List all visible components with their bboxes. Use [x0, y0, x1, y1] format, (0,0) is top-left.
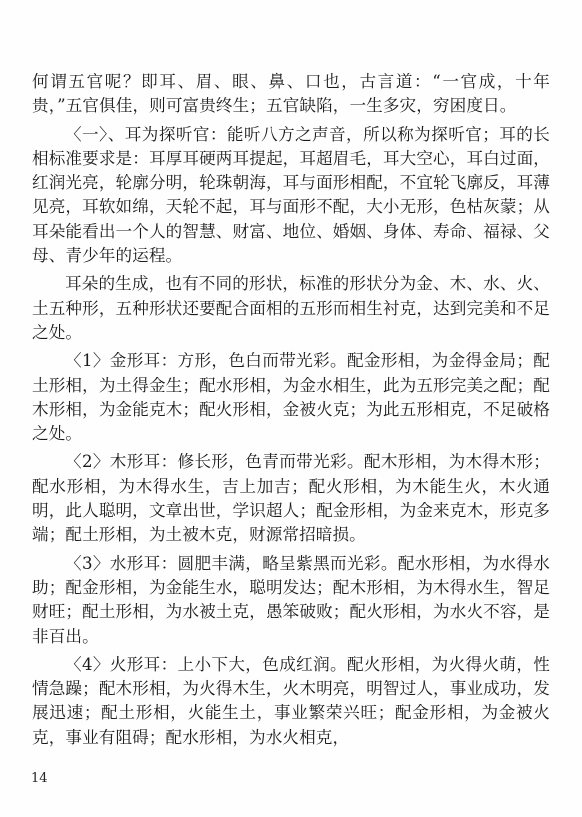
page-number: 14 [31, 771, 48, 786]
paragraph-water-ear: 〈3〉水形耳：圆肥丰满，略呈紫黑而光彩。配水形相，为水得水助；配金形相，为金能生水，聪明发达；配木形相，为木得水生，智足财旺；配土形相，为水被土克，愚笨破败；配火形相，为水火不容，是非百出。 [32, 553, 550, 646]
paragraph-intro: 何谓五官呢？即耳、眉、眼、鼻、口也，古言道：“一官成，十年贵，”五官俱佳，则可富贵终生；五官缺陷，一生多灾，穷困度日。 [32, 72, 550, 116]
paragraph-fire-ear: 〈4〉火形耳：上小下大，色成红润。配火形相，为火得火萌，性情急躁；配木形相，为火得木生，火木明亮，明智过人，事业成功，发展迅速；配土形相，火能生土，事业繁荣兴旺；配金形相，为金被火克，事业有阻碍；配水形相，为水火相克， [32, 654, 550, 747]
paragraph-metal-ear: 〈1〉金形耳：方形，色白而带光彩。配金形相，为金得金局；配土形相，为土得金生；配水形相，为金水相生，此为五形完美之配；配木形相，为金能克木；配火形相，金被火克；为此五形相克，不足破格之处。 [32, 351, 550, 444]
paragraph-wood-ear: 〈2〉木形耳：修长形，色青而带光彩。配木形相，为木得木形；配水形相，为木得水生，吉上加吉；配火形相，为木能生火，木火通明，此人聪明，文章出世，学识超人；配金形相，为金来克木，形克多端；配土形相，为土被木克，财源常招暗损。 [32, 452, 550, 545]
paragraph-ear-intro: 〈一〉、耳为探听官：能听八方之声音，所以称为探听官；耳的长相标准要求是：耳厚耳硬两耳提起，耳超眉毛，耳大空心，耳白过面，红润光亮，轮廓分明，轮珠朝海，耳与面形相配，不宜轮飞廓反，耳薄见亮，耳软如绵，天轮不起，耳与面形不配，大小无形，色枯灰蒙；从耳朵能看出一个人的智慧、财富、地位、婚姻、身体、寿命、福禄、父母、青少年的运程。 [32, 124, 550, 266]
paragraph-ear-shapes: 耳朵的生成，也有不同的形状，标准的形状分为金、木、水、火、土五种形，五种形状还要配合面相的五形而相生衬克，达到完美和不足之处。 [32, 274, 550, 342]
page-body [32, 70, 550, 750]
